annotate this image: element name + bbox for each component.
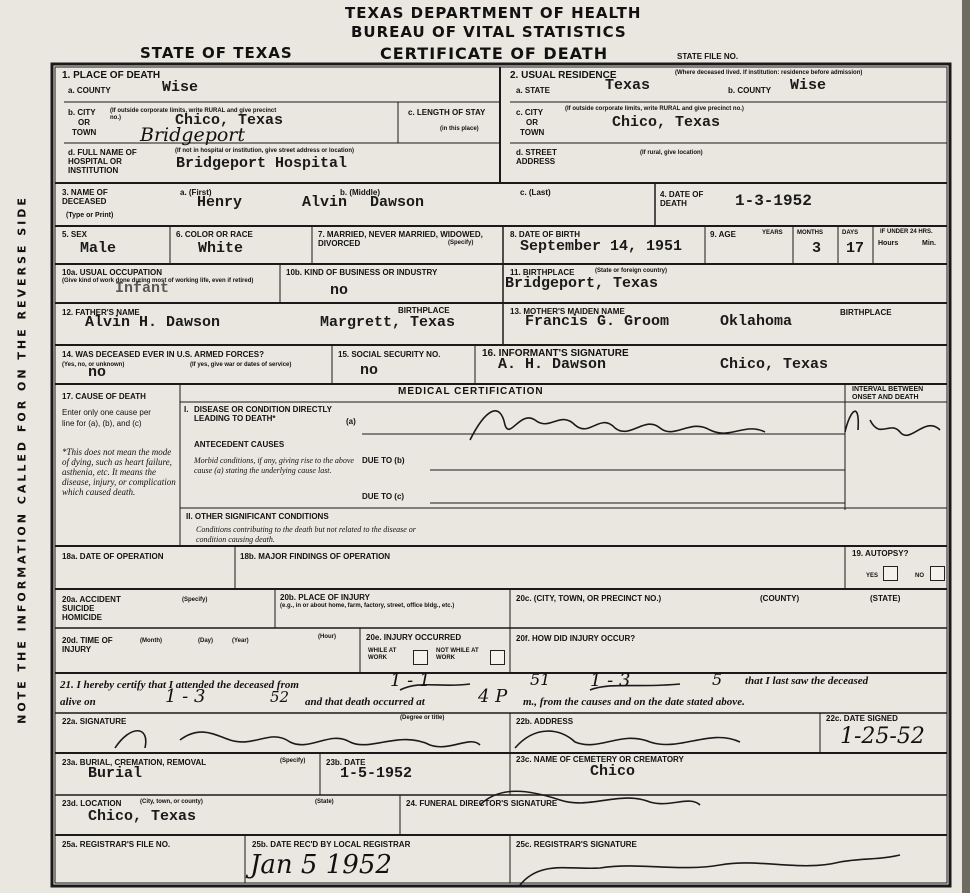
father-name-value: Alvin H. Dawson — [85, 314, 221, 331]
cause-note-3: *This does not mean the mode of dying, such as heart failure, asthenia, etc. It means the disease, injury, or complication which caused death. — [62, 447, 176, 497]
street-address-note: (If rural, give location) — [640, 150, 703, 156]
injury-occurred-label: 20e. INJURY OCCURRED — [366, 633, 462, 642]
while-at-work-checkbox[interactable] — [413, 650, 428, 665]
state-title: STATE OF TEXAS — [140, 44, 293, 62]
autopsy-label: 19. AUTOPSY? — [852, 549, 909, 558]
burial-value: Burial — [88, 765, 143, 782]
injury-county-label: (COUNTY) — [760, 594, 800, 603]
informant-label: 16. INFORMANT'S SIGNATURE — [482, 348, 629, 359]
last-name-value: Dawson — [370, 194, 425, 211]
attended-from-value: 1 - 1 — [390, 670, 431, 691]
usual-residence-label: 2. USUAL RESIDENCE — [510, 70, 617, 81]
interval-label: INTERVAL BETWEEN ONSET AND DEATH — [852, 386, 924, 401]
middle-name-label: b. (Middle) — [340, 188, 380, 197]
alive-on-year: 52 — [270, 688, 290, 706]
date-signed-value: 1-25-52 — [840, 724, 925, 749]
occupation-label: 10a. USUAL OCCUPATION — [62, 268, 163, 277]
injury-state-label: (STATE) — [870, 594, 901, 603]
business-label: 10b. KIND OF BUSINESS OR INDUSTRY — [286, 268, 438, 277]
res-state-value: Texas — [605, 77, 651, 94]
ssn-label: 15. SOCIAL SECURITY NO. — [338, 350, 441, 359]
mother-birthplace-value: Oklahoma — [720, 313, 793, 330]
age-under-label: IF UNDER 24 HRS. — [880, 229, 933, 235]
first-name-label: a. (First) — [180, 188, 212, 197]
reverse-side-note: NOTE THE INFORMATION CALLED FOR ON THE REVERSE SIDE — [15, 195, 29, 724]
date-of-death-value: 1-3-1952 — [735, 192, 812, 210]
attended-to-year: 5 — [712, 670, 723, 689]
birthplace-label: 11. BIRTHPLACE — [510, 268, 575, 277]
injury-city-label: 20c. (CITY, TOWN, OR PRECINCT NO.) — [516, 594, 662, 603]
father-name-label: 12. FATHER'S NAME — [62, 308, 140, 317]
while-at-work-label: WHILE AT WORK — [368, 648, 397, 661]
attended-to-value: 1 - 3 — [590, 670, 631, 691]
res-county-label: b. COUNTY — [728, 86, 772, 95]
occupation-note: (Give kind of work done during most of working life, even if retired) — [62, 278, 254, 284]
injury-day-label: (Day) — [198, 638, 214, 644]
res-county-value: Wise — [790, 77, 827, 94]
cemetery-value: Chico — [590, 763, 636, 780]
dept-title: TEXAS DEPARTMENT OF HEALTH — [345, 4, 642, 22]
autopsy-no-label: NO — [915, 573, 924, 579]
place-of-injury-label: 20b. PLACE OF INJURY — [280, 593, 370, 602]
city-handwritten: Bridgeport — [140, 124, 246, 146]
county-label: a. COUNTY — [68, 86, 111, 95]
place-of-death-label: 1. PLACE OF DEATH — [62, 70, 161, 81]
ssn-value: no — [360, 362, 379, 379]
alive-on-value: 1 - 3 — [165, 686, 206, 707]
last-name-label: c. (Last) — [520, 188, 551, 197]
line-a-marker: (a) — [346, 417, 356, 426]
occupation-value: Infant — [115, 280, 170, 297]
section-I-label: I. — [184, 405, 189, 414]
cause-note-2: line for (a), (b), and (c) — [62, 419, 142, 428]
city-town: TOWN — [72, 128, 97, 137]
length-of-stay-note: (in this place) — [440, 126, 479, 132]
date-of-birth-value: September 14, 1951 — [520, 238, 683, 255]
cause-note-1: Enter only one cause per — [62, 408, 151, 417]
signature-label: 22a. SIGNATURE — [62, 717, 127, 726]
armed-forces-note: (Yes, no, or unknown) — [62, 362, 125, 368]
certify-text-1: 21. I hereby certify that I attended the deceased from — [60, 679, 299, 691]
burial-specify: (Specify) — [280, 758, 306, 764]
father-birthplace-label: BIRTHPLACE — [398, 306, 450, 315]
due-to-c-label: DUE TO (c) — [362, 492, 405, 501]
race-label: 6. COLOR OR RACE — [176, 230, 253, 239]
mother-name-value: Francis G. Groom — [525, 313, 670, 330]
age-months-value: 3 — [812, 240, 822, 257]
res-city-town: TOWN — [520, 128, 545, 137]
burial-date-label: 23b. DATE — [326, 758, 366, 767]
other-conditions-note: Conditions contributing to the death but not related to the disease or condition causing death. — [196, 525, 416, 544]
cause-of-death-label: 17. CAUSE OF DEATH — [62, 392, 146, 401]
city-note: (If outside corporate limits, write RURAL and give precinct no.) — [110, 108, 277, 121]
autopsy-yes-label: YES — [866, 573, 879, 579]
length-of-stay-label: c. LENGTH OF STAY — [408, 108, 486, 117]
injury-hour-label: (Hour) — [318, 634, 336, 640]
autopsy-no-checkbox[interactable] — [930, 566, 945, 581]
date-signed-label: 22c. DATE SIGNED — [826, 714, 898, 723]
date-received-label: 25b. DATE REC'D BY LOCAL REGISTRAR — [252, 840, 411, 849]
marital-note: (Specify) — [448, 240, 474, 246]
operation-findings-label: 18b. MAJOR FINDINGS OF OPERATION — [240, 552, 391, 561]
birthplace-value: Bridgeport, Texas — [505, 275, 659, 292]
injury-month-label: (Month) — [140, 638, 162, 644]
disease-condition-label: DISEASE OR CONDITION DIRECTLY LEADING TO DEATH* — [194, 405, 332, 423]
registrar-file-label: 25a. REGISTRAR'S FILE NO. — [62, 840, 171, 849]
state-file-no-label: STATE FILE NO. — [677, 52, 739, 61]
business-value: no — [330, 282, 349, 299]
city-or: OR — [78, 118, 90, 127]
registrar-signature-label: 25c. REGISTRAR'S SIGNATURE — [516, 840, 637, 849]
location-note: (City, town, or county) — [140, 799, 203, 805]
bureau-title: BUREAU OF VITAL STATISTICS — [351, 23, 627, 41]
date-of-operation-label: 18a. DATE OF OPERATION — [62, 552, 164, 561]
informant-value: A. H. Dawson — [498, 356, 607, 373]
date-of-birth-label: 8. DATE OF BIRTH — [510, 230, 581, 239]
sex-label: 5. SEX — [62, 230, 87, 239]
funeral-director-label: 24. FUNERAL DIRECTOR'S SIGNATURE — [406, 799, 558, 808]
degree-title-label: (Degree or title) — [400, 715, 445, 721]
age-min-label: Min. — [922, 240, 936, 247]
marital-label: 7. MARRIED, NEVER MARRIED, WIDOWED, DIVORCED — [318, 230, 483, 248]
sex-value: Male — [80, 240, 117, 257]
father-birthplace-value: Margrett, Texas — [320, 314, 456, 331]
time-of-injury-label: 20d. TIME OF INJURY — [62, 636, 113, 654]
certify-text-4: and that death occurred at — [305, 696, 425, 708]
morbid-note: Morbid conditions, if any, giving rise to the above cause (a) stating the underlying cause last. — [194, 456, 354, 475]
race-value: White — [198, 240, 244, 257]
first-name-value: Henry — [197, 194, 243, 211]
certify-text-2: that I last saw the deceased — [745, 675, 869, 687]
age-months-label: MONTHS — [797, 230, 823, 236]
street-address-label: d. STREET ADDRESS — [516, 148, 557, 166]
age-years-label: YEARS — [762, 230, 783, 236]
mother-name-label: 13. MOTHER'S MAIDEN NAME — [510, 307, 625, 316]
certify-text-3: alive on — [60, 696, 96, 708]
autopsy-yes-checkbox[interactable] — [883, 566, 898, 581]
due-to-b-label: DUE TO (b) — [362, 456, 405, 465]
type-or-print-note: (Type or Print) — [66, 212, 114, 219]
hospital-note: (If not in hospital or institution, give street address or location) — [175, 148, 355, 154]
mother-birthplace-label: BIRTHPLACE — [840, 308, 892, 317]
certify-text-5: m., from the causes and on the date stated above. — [523, 696, 745, 708]
burial-date-value: 1-5-1952 — [340, 765, 413, 782]
age-days-value: 17 — [846, 240, 865, 257]
res-city-label: c. CITY — [516, 108, 544, 117]
county-value: Wise — [162, 79, 199, 96]
address-label: 22b. ADDRESS — [516, 717, 574, 726]
birthplace-note: (State or foreign country) — [595, 268, 668, 274]
burial-label: 23a. BURIAL, CREMATION, REMOVAL — [62, 758, 207, 767]
armed-forces-value: no — [88, 364, 107, 381]
armed-forces-note2: (If yes, give war or dates of service) — [190, 362, 292, 368]
location-value: Chico, Texas — [88, 808, 197, 825]
city-value: Chico, Texas — [175, 112, 284, 129]
hospital-value: Bridgeport Hospital — [176, 155, 348, 172]
how-injury-label: 20f. HOW DID INJURY OCCUR? — [516, 634, 636, 643]
age-label: 9. AGE — [710, 230, 736, 239]
res-city-value: Chico, Texas — [612, 114, 721, 131]
location-label: 23d. LOCATION — [62, 799, 122, 808]
accident-label: 20a. ACCIDENT SUICIDE HOMICIDE — [62, 595, 121, 622]
informant-address: Chico, Texas — [720, 356, 829, 373]
accident-specify: (Specify) — [182, 597, 208, 603]
other-conditions-label: II. OTHER SIGNIFICANT CONDITIONS — [186, 512, 329, 521]
age-days-label: DAYS — [842, 230, 859, 236]
date-received-value: Jan 5 1952 — [250, 850, 392, 880]
res-city-note: (If outside corporate limits, write RURAL and give precinct no.) — [565, 106, 744, 112]
res-state-label: a. STATE — [516, 86, 550, 95]
cemetery-label: 23c. NAME OF CEMETERY OR CREMATORY — [516, 755, 684, 764]
name-of-deceased-label: 3. NAME OF DECEASED — [62, 188, 108, 206]
medical-certification-title: MEDICAL CERTIFICATION — [398, 386, 544, 397]
place-of-injury-note: (e.g., in or about home, farm, factory, street, office bldg., etc.) — [280, 603, 455, 609]
injury-year-label: (Year) — [232, 638, 249, 644]
hospital-label: d. FULL NAME OF HOSPITAL OR INSTITUTION — [68, 148, 137, 175]
antecedent-label: ANTECEDENT CAUSES — [194, 440, 285, 449]
certificate-title: CERTIFICATE OF DEATH — [380, 44, 609, 63]
location-state-label: (State) — [315, 799, 334, 805]
armed-forces-label: 14. WAS DECEASED EVER IN U.S. ARMED FORCES? — [62, 350, 264, 359]
usual-residence-note: (Where deceased lived. If institution: residence before admission) — [675, 70, 863, 76]
handwriting-strokes — [115, 411, 940, 885]
city-label: b. CITY — [68, 108, 96, 117]
not-at-work-checkbox[interactable] — [490, 650, 505, 665]
middle-name-value: Alvin — [302, 194, 348, 211]
date-of-death-label: 4. DATE OF DEATH — [660, 190, 704, 208]
age-hours-label: Hours — [878, 240, 899, 247]
attended-from-year: 51 — [530, 670, 551, 689]
death-time-value: 4 P — [478, 686, 508, 707]
res-city-or: OR — [526, 118, 538, 127]
not-at-work-label: NOT WHILE AT WORK — [436, 648, 479, 661]
